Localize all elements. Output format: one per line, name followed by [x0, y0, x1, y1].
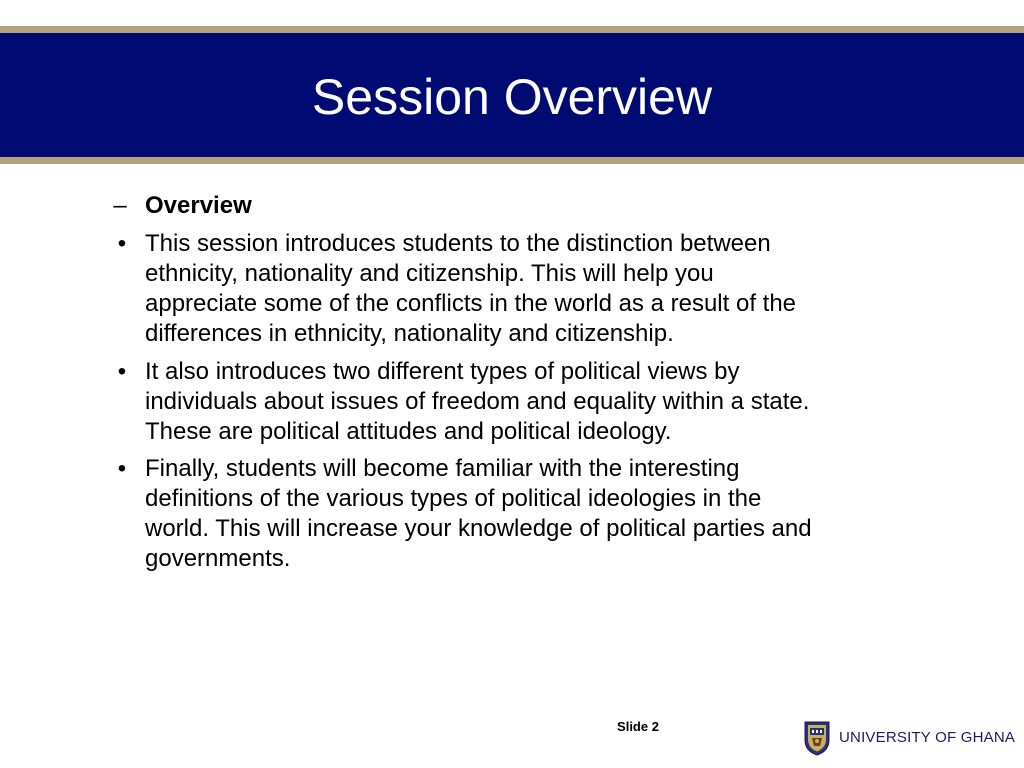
- university-logo: [803, 720, 1018, 756]
- bullet-line: definitions of the various types of political ideologies in the: [145, 485, 762, 512]
- bullet-marker: •: [117, 358, 127, 385]
- bullet-line: differences in ethnicity, nationality and citizenship.: [145, 320, 674, 347]
- slide-title: Session Overview: [311, 69, 713, 125]
- overview-heading-text: Overview: [145, 192, 252, 219]
- bullet-marker: •: [117, 455, 127, 482]
- bullet-text: [145, 357, 965, 447]
- bullet-text: [145, 454, 965, 574]
- slide-number: Slide 2: [617, 719, 659, 734]
- bullet-line: appreciate some of the conflicts in the world as a result of the: [145, 290, 797, 317]
- bullet-line: This session introduces students to the distinction between: [145, 230, 771, 257]
- bullet-marker: •: [117, 230, 127, 257]
- bullet-line: world. This will increase your knowledge of political parties and: [145, 515, 812, 542]
- bullet-text: [145, 229, 965, 349]
- bullet-line: Finally, students will become familiar with the interesting: [145, 455, 740, 482]
- bullet-line: individuals about issues of freedom and equality within a state.: [145, 388, 810, 415]
- bullet-line: ethnicity, nationality and citizenship. This will help you: [145, 260, 714, 287]
- university-crest-icon: [803, 720, 831, 756]
- bullet-line: These are political attitudes and political ideology.: [145, 418, 672, 445]
- university-name: UNIVERSITY OF GHANA: [839, 729, 1016, 746]
- bullet-line: governments.: [145, 545, 291, 572]
- dash-marker: –: [113, 192, 127, 219]
- bullet-line: It also introduces two different types of political views by: [145, 358, 740, 385]
